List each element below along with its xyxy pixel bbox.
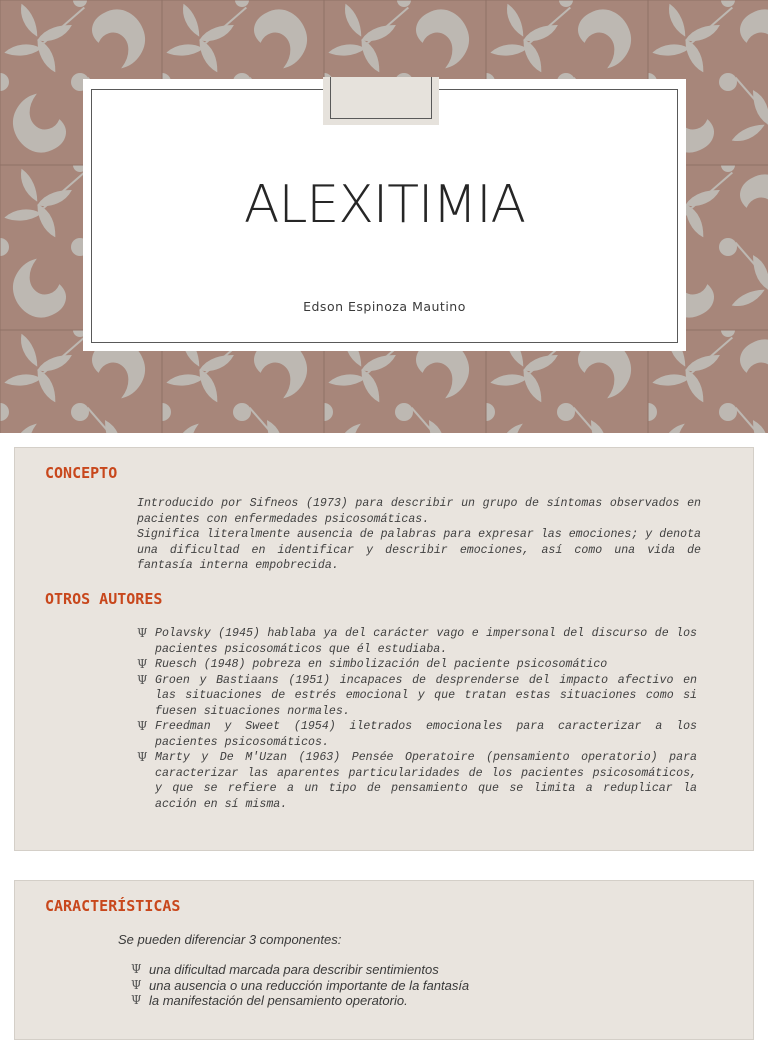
- psi-bullet-icon: Ψ: [131, 962, 142, 976]
- title-card: [83, 79, 686, 351]
- author-name: Edson Espinoza Mautino: [303, 299, 466, 314]
- list-item: Ψ Marty y De M'Uzan (1963) Pensée Operatoire (pensamiento operatorio) para caracterizar las aparentes particularidades de los pacientes psicosomáticos, y que se refiere a un tipo de pensamiento que se limita a reduplicar la acción en sí misma.: [137, 750, 697, 811]
- psi-bullet-icon: Ψ: [137, 626, 148, 640]
- caracteristicas-slide: [14, 880, 754, 1040]
- list-item: Ψ una ausencia o una reducción importante de la fantasía: [131, 977, 470, 993]
- list-item: Ψ Ruesch (1948) pobreza en simbolización del paciente psicosomático: [137, 657, 608, 671]
- psi-bullet-icon: Ψ: [137, 657, 148, 671]
- list-item: Ψ Polavsky (1945) hablaba ya del carácter vago e impersonal del discurso de los pacientes psicosomáticos que él estudiaba.: [137, 626, 697, 656]
- otros-autores-list: [137, 626, 697, 812]
- concepto-text: [137, 496, 701, 574]
- list-item: Ψ Freedman y Sweet (1954) iletrados emocionales para caracterizar a los pacientes psicosomáticos.: [137, 719, 697, 749]
- list-item: Ψ la manifestación del pensamiento operatorio.: [131, 993, 408, 1008]
- title-tab-decoration: [323, 77, 439, 125]
- psi-bullet-icon: Ψ: [137, 672, 148, 687]
- caracteristicas-intro: Se pueden diferenciar 3 componentes:: [118, 932, 342, 947]
- psi-bullet-icon: Ψ: [137, 719, 148, 733]
- concepto-slide: [14, 447, 754, 851]
- list-item: Ψ una dificultad marcada para describir sentimientos: [131, 962, 439, 977]
- title-slide: [0, 0, 768, 433]
- psi-bullet-icon: Ψ: [131, 993, 142, 1007]
- psi-bullet-icon: Ψ: [137, 750, 148, 764]
- concepto-paragraph: Introducido por Sifneos (1973) para describir un grupo de síntomas observados en pacientes con enfermedades psicosomáticas.: [137, 497, 701, 526]
- otros-autores-heading: OTROS AUTORES: [45, 590, 163, 608]
- caracteristicas-list: [131, 962, 691, 1009]
- caracteristicas-heading: CARACTERÍSTICAS: [45, 897, 181, 915]
- concepto-heading: CONCEPTO: [45, 464, 118, 482]
- list-item: Ψ Groen y Bastiaans (1951) incapaces de desprenderse del impacto afectivo en las situaciones de estrés emocional y que tratan estas situaciones como si fuesen situaciones normales.: [137, 672, 697, 718]
- page-title: ALEXITIMIA: [243, 175, 526, 235]
- psi-bullet-icon: Ψ: [131, 977, 142, 992]
- concepto-paragraph: Significa literalmente ausencia de palabras para expresar las emociones; y denota una dificultad en identificar y describir emociones, así como una vida de fantasía interna empobrecida.: [137, 528, 701, 572]
